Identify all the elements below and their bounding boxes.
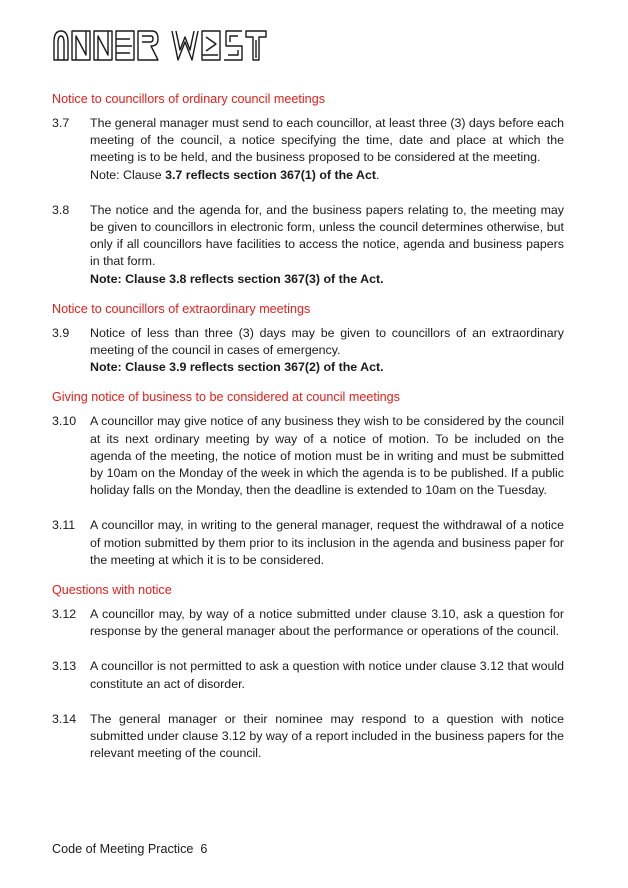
clause-text: A councillor is not permitted to ask a question with notice under clause 3.12 that would constitute an act of disorder. xyxy=(90,659,564,691)
clause-note: Note: Clause 3.9 reflects section 367(2) of the Act. xyxy=(90,360,384,375)
clause-text: A councillor may, in writing to the general manager, request the withdrawal of a notice of motion submitted by them prior to its inclusion in the agenda and business paper for the meeting at which it is to be considered. xyxy=(90,518,564,567)
clause-3-12 xyxy=(52,606,564,640)
clause-text: Notice of less than three (3) days may be given to councillors of an extraordinary meeting of the council in cases of emergency. xyxy=(90,325,564,358)
clause-3-13 xyxy=(52,658,564,692)
clause-text: The general manager must send to each councillor, at least three (3) days before each meeting of the council, a notice specifying the time, date and place at which the meeting is to be held, and the business proposed to be considered at the meeting. xyxy=(90,116,564,165)
section-heading: Notice to councillors of ordinary council meetings xyxy=(52,92,325,106)
clause-3-14 xyxy=(52,711,564,763)
clause-number: 3.10 xyxy=(52,414,77,429)
page-footer xyxy=(52,842,207,856)
section-heading: Notice to councillors of extraordinary meetings xyxy=(52,301,311,316)
clause-number: 3.13 xyxy=(52,659,77,674)
clause-3-8 xyxy=(52,202,564,288)
clause-text: The general manager or their nominee may respond to a question with notice submitted under clause 3.12 by way of a report included in the business papers for the relevant meeting of the council. xyxy=(90,711,564,761)
clause-text: The notice and the agenda for, and the business papers relating to, the meeting may be given to councillors in electronic form, unless the council determines otherwise, but only if all councillors have facilities to access the notice, agenda and business papers in that form. xyxy=(90,202,564,269)
clause-note: Note: Clause 3.8 reflects section 367(3) of the Act. xyxy=(90,271,384,286)
document-body xyxy=(52,90,564,762)
clause-3-11 xyxy=(52,517,564,569)
clause-number: 3.12 xyxy=(52,607,77,622)
clause-number: 3.9 xyxy=(52,325,70,340)
inner-west-logo xyxy=(52,28,290,67)
page-number: 6 xyxy=(200,842,208,856)
clause-3-10 xyxy=(52,413,564,499)
section-heading: Giving notice of business to be considered at council meetings xyxy=(52,390,400,405)
clause-number: 3.7 xyxy=(52,116,70,130)
clause-3-9 xyxy=(52,325,564,377)
clause-3-7 xyxy=(52,115,564,184)
clause-number: 3.14 xyxy=(52,711,77,726)
clause-text: A councillor may give notice of any business they wish to be considered by the council at its next ordinary meeting by way of a notice of motion. To be included on the agenda of the meeting, the notice of motion must be in writing and must be submitted by 10am on the Monday of the week in which the agenda is to be published. If a public holiday falls on the Monday, then the deadline is extended to 10am on the Tuesday. xyxy=(90,414,564,498)
clause-number: 3.8 xyxy=(52,202,70,217)
clause-note: Note: Clause 3.7 reflects section 367(1) of the Act. xyxy=(90,167,380,182)
section-heading: Questions with notice xyxy=(52,583,172,598)
footer-title: Code of Meeting Practice xyxy=(52,842,194,856)
clause-text: A councillor may, by way of a notice submitted under clause 3.10, ask a question for response by the general manager about the performance or operations of the council. xyxy=(90,607,564,639)
clause-number: 3.11 xyxy=(52,518,76,533)
